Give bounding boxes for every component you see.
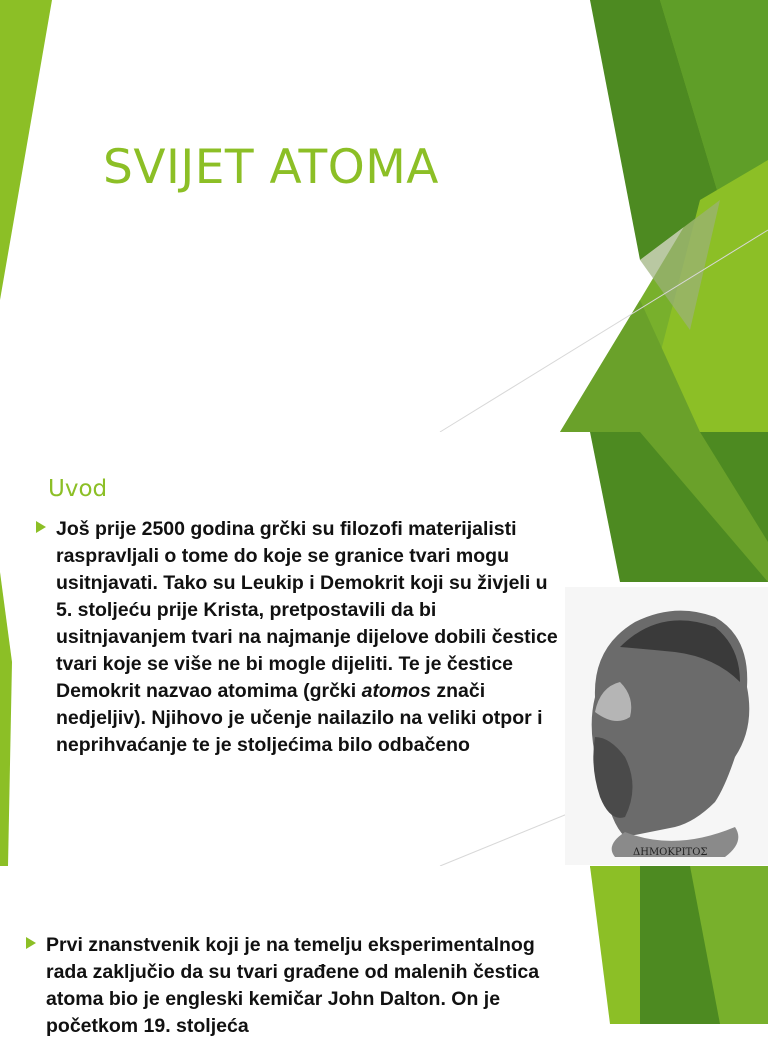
bullet-arrow-icon	[26, 937, 36, 949]
slide-dalton	[0, 866, 768, 1037]
bullet-arrow-icon	[36, 521, 46, 533]
slide-introduction	[0, 432, 768, 866]
presentation-title: SVIJET ATOMA	[103, 140, 439, 195]
bullet-text: Prvi znanstvenik koji je na temelju eksperimentalnog rada zaključio da su tvari građene od malenih čestica atoma bio je engleski kemičar John Dalton. On je početkom 19. stoljeća	[46, 934, 540, 1037]
slide-title	[0, 0, 768, 432]
bullet-text: Još prije 2500 godina grčki su filozofi materijalisti raspravljali o tome do koje se granice tvari mogu usitnjavati. Tako su Leukip i Demokrit koji su živjeli u 5. stoljeću prije Krista, pretpostavili da bi usitnjavanjem tvari na najmanje dijelove dobili čestice tvari koje se više ne bi mogle dijeliti. Te je čestice Demokrit nazvao atomima (grčki atomos znači nedjeljiv). Njihovo je učenje nailazilo na veliki otpor i neprihvaćanje te je stoljećima bilo odbačeno	[56, 518, 558, 756]
bullet-item	[36, 516, 566, 759]
slide-decoration	[0, 0, 768, 432]
portrait-caption: ΔΗΜΟΚΡΙΤΟΣ	[633, 847, 708, 858]
democritus-portrait	[565, 587, 768, 865]
bullet-item	[26, 932, 556, 1040]
section-heading: Uvod	[48, 476, 108, 502]
